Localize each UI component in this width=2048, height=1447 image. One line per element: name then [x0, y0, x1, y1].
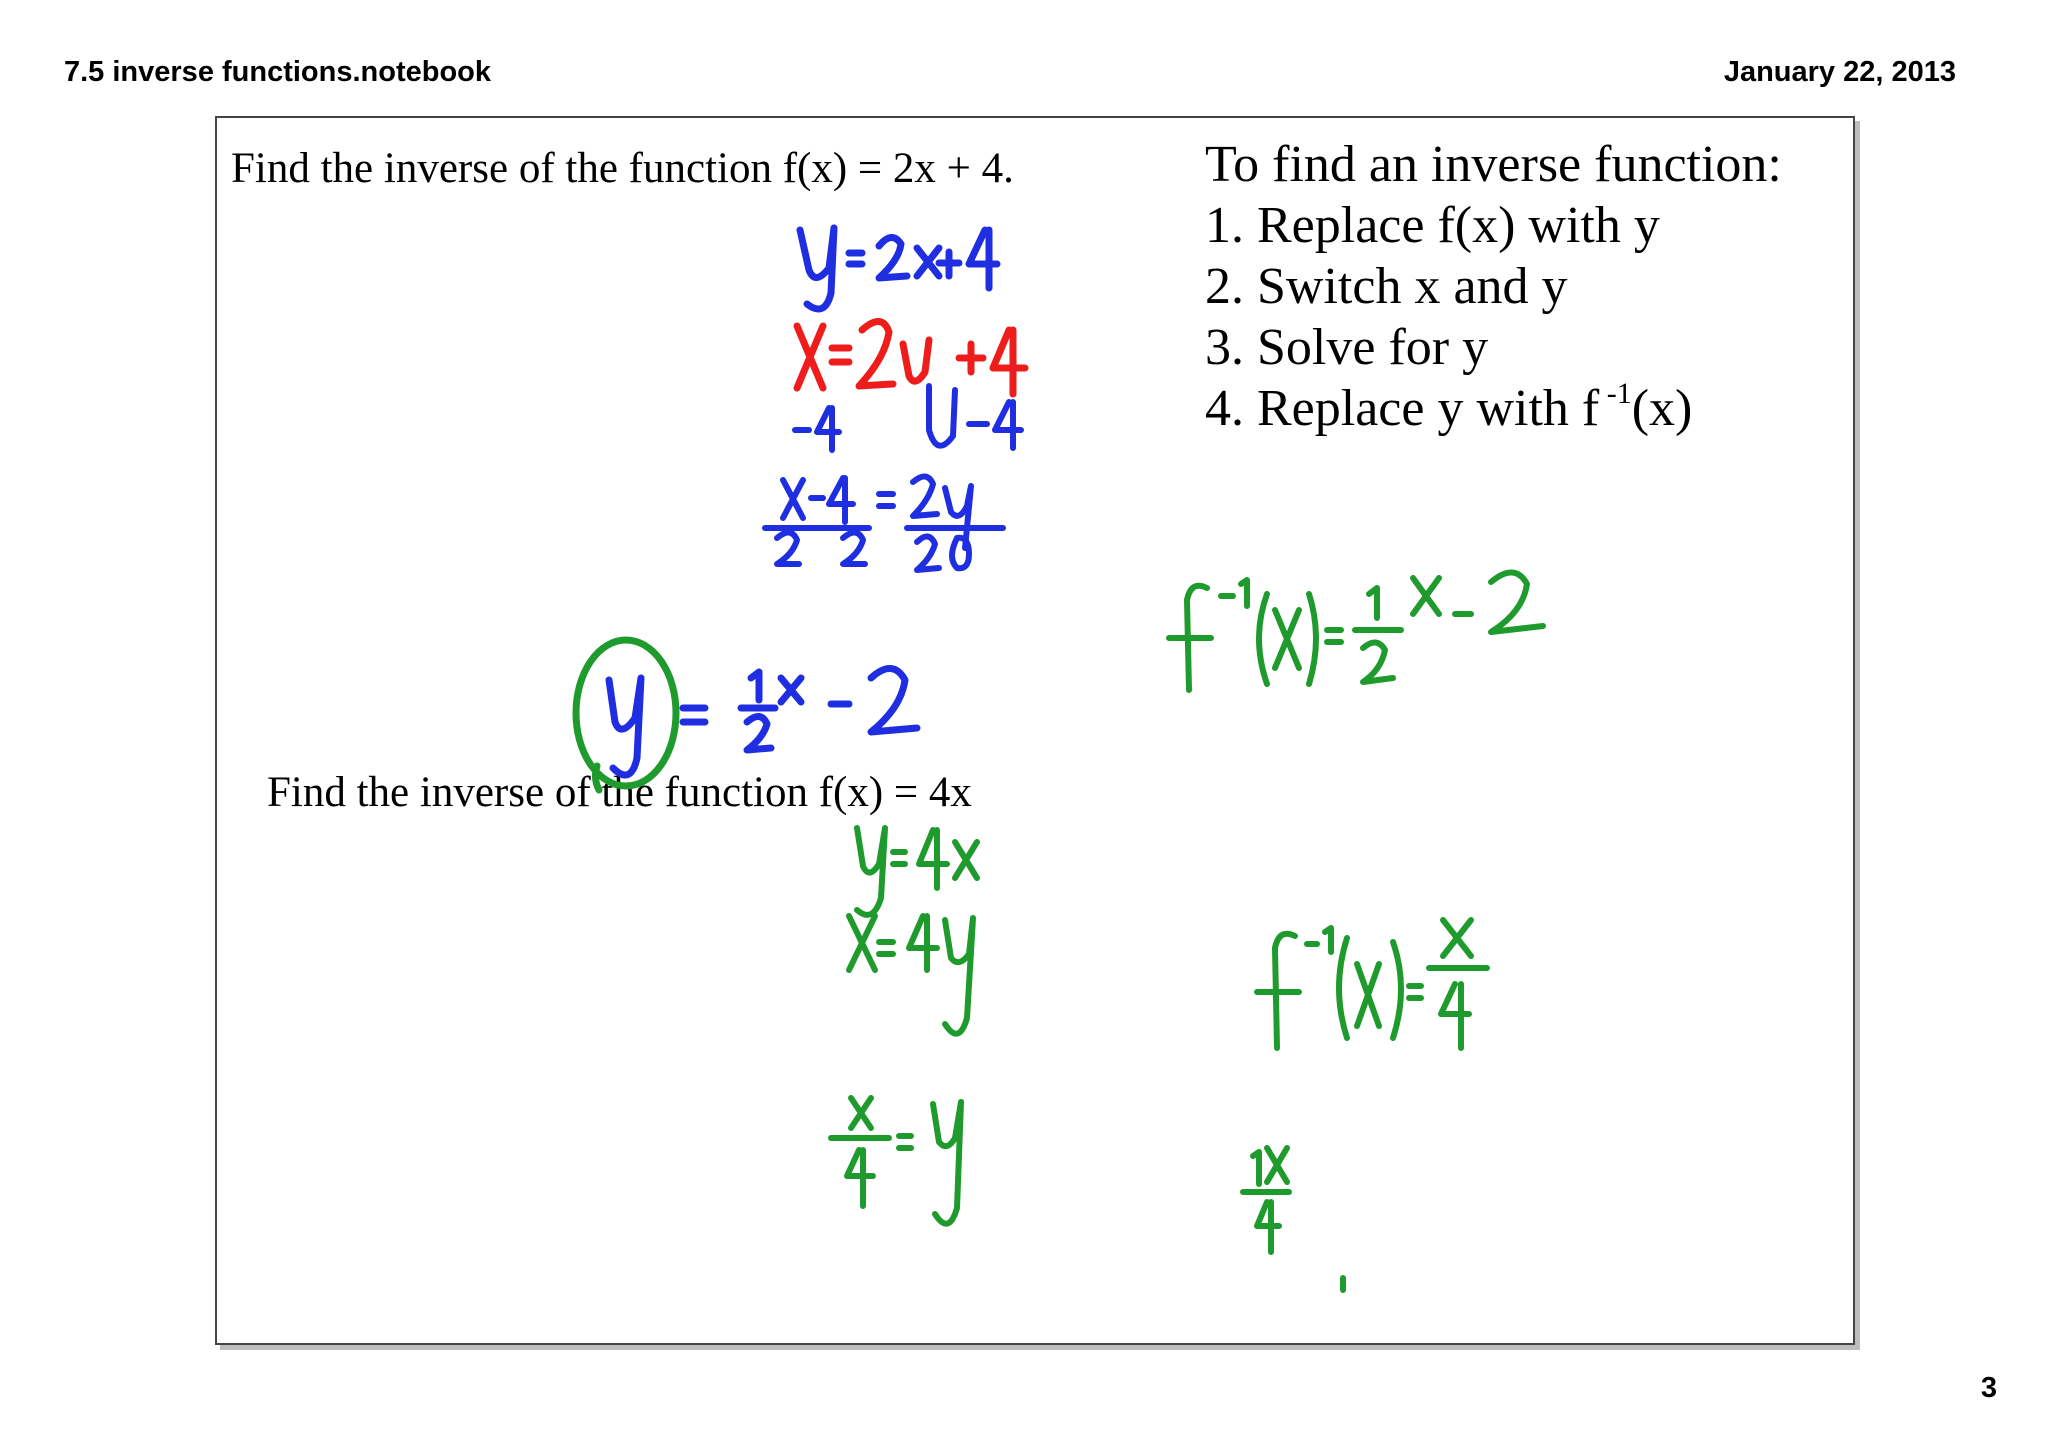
- step-4-superscript: -1: [1599, 377, 1632, 410]
- step-1: 1. Replace f(x) with y: [1205, 197, 1660, 254]
- step-4-text: 4. Replace y with f: [1205, 380, 1600, 437]
- hw-work2-y-eq-4x: [857, 828, 977, 915]
- notebook-title: 7.5 inverse functions.notebook: [64, 56, 492, 88]
- hw-answer-2: [1257, 920, 1487, 1048]
- problem-2-prompt: Find the inverse of the function f(x) = 4x: [267, 769, 972, 816]
- hw-line-minus-4: [795, 386, 1021, 450]
- steps-title: To find an inverse function:: [1205, 136, 1782, 193]
- hw-line-x-eq-2y-plus-4: [797, 321, 1025, 394]
- notebook-slide: [215, 116, 1855, 1345]
- step-2: 2. Switch x and y: [1205, 258, 1568, 315]
- hw-line-divide-by-2: [765, 476, 1003, 570]
- hw-work2-x-eq-4y: [849, 916, 973, 1034]
- hw-note-1x-over-4: [1243, 1148, 1343, 1290]
- page-number: 3: [1980, 1372, 1997, 1404]
- hw-line-y-eq-2x-plus-4: [800, 228, 997, 309]
- handwriting-layer: [217, 118, 1853, 1343]
- step-4-arg: (x): [1631, 380, 1693, 437]
- page-date: January 22, 2013: [1723, 56, 1956, 88]
- hw-line-y-eq-half-x-minus-2: [609, 668, 917, 775]
- problem-1-prompt: Find the inverse of the function f(x) = 2x + 4.: [231, 145, 1014, 192]
- hw-answer-1: [1169, 572, 1543, 690]
- step-3: 3. Solve for y: [1205, 319, 1489, 376]
- hw-circle-y: [576, 640, 676, 790]
- hw-work2-x-over-4-eq-y: [831, 1098, 961, 1224]
